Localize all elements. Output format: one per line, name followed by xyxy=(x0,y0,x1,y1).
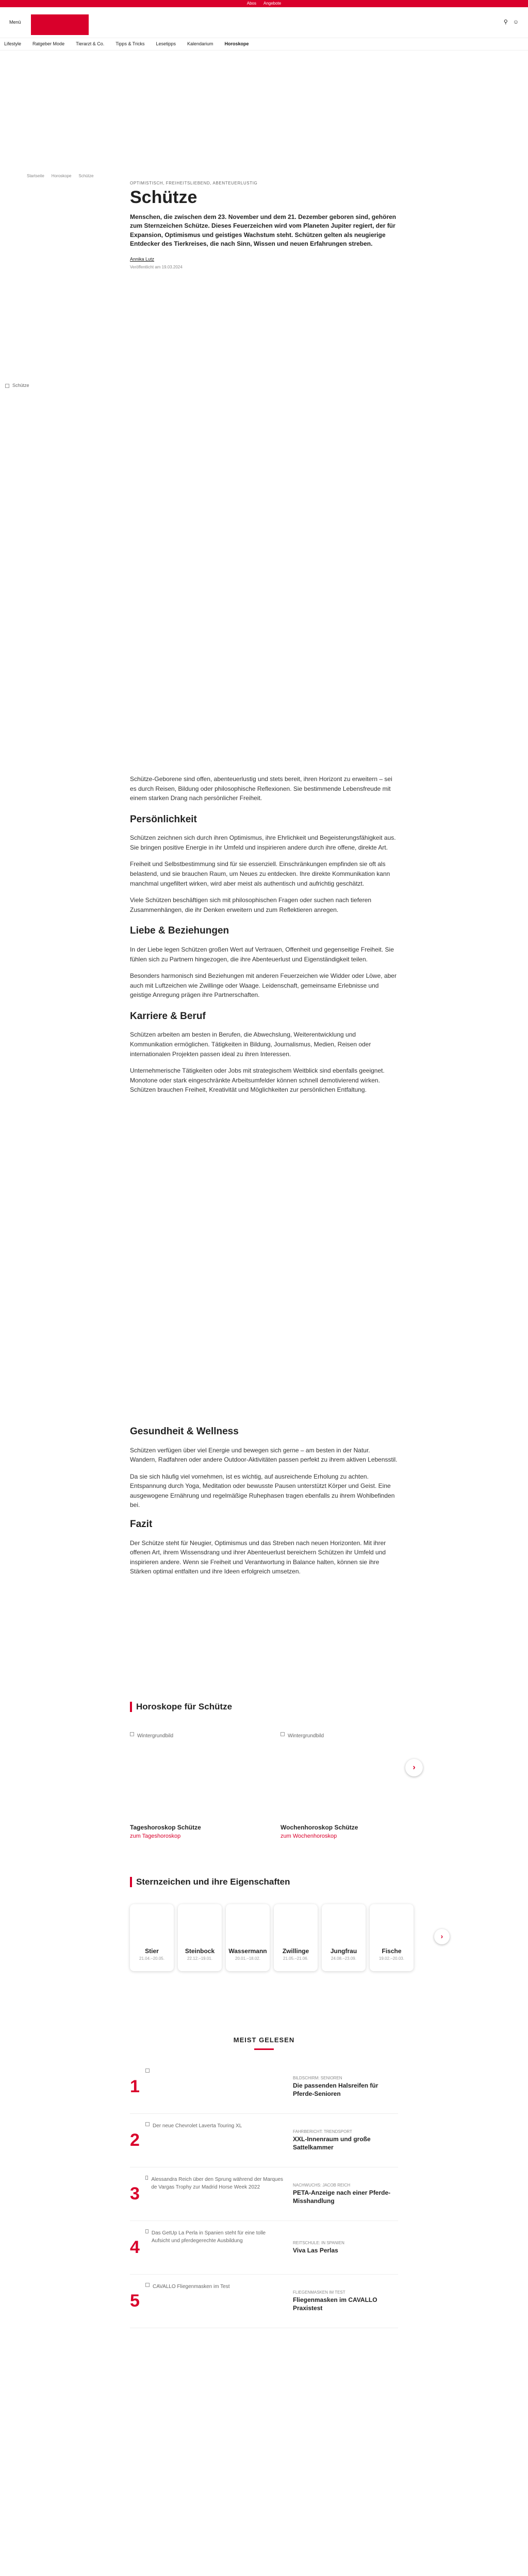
topbar-link-abos[interactable]: Abos xyxy=(246,1,256,6)
body-paragraph: Da sie sich häufig viel vornehmen, ist es wichtig, auf ausreichende Erholung zu achten. Entspannung durch Yoga, Meditation oder bewusste Pausen unterstützt Körper und Geist. Eine ausgewogene Ernährung und regelmäßige Ruhephasen tragen ebenfalls zu ihrem Wohlbefinden bei. xyxy=(130,1472,395,1509)
list-item[interactable] xyxy=(130,2275,398,2328)
sign-dates: 21.05.–21.06. xyxy=(283,1956,308,1961)
horoscope-cards xyxy=(130,1732,465,1841)
sign-name: Jungfrau xyxy=(330,1947,357,1955)
breadcrumb-item[interactable]: Horoskope xyxy=(51,174,72,178)
item-headline: Viva Las Perlas xyxy=(293,2246,338,2254)
hero-image-alt: Schütze xyxy=(12,383,29,388)
rank-number: 4 xyxy=(130,2237,140,2257)
broken-image-icon xyxy=(145,2283,150,2287)
item-image xyxy=(145,2122,285,2158)
sign-name: Fische xyxy=(382,1947,402,1955)
list-item[interactable] xyxy=(130,2167,398,2221)
accent-bar xyxy=(130,1702,132,1712)
sign-card[interactable] xyxy=(370,1904,414,1971)
nav-item[interactable]: Ratgeber Mode xyxy=(32,41,65,46)
item-tag: FAHRBERICHT: TRENDSPORT xyxy=(293,2129,352,2134)
carousel-next-button[interactable]: › xyxy=(405,1759,423,1776)
rank-number: 1 xyxy=(130,2076,140,2096)
body-intro: Schütze-Geborene sind offen, abenteuerlustig und stets bereit, ihren Horizont zu erweitern – sei es durch Reisen, Bildung oder philosophische Reflexionen. Sie bestimmende Lebensfreude mit einem starken Drang nach persönlicher Freiheit. xyxy=(130,775,392,802)
heading-health: Gesundheit & Wellness xyxy=(130,1426,239,1437)
item-text xyxy=(285,2129,393,2151)
site-logo[interactable] xyxy=(31,14,89,35)
nav-item[interactable]: Tipps & Tricks xyxy=(116,41,145,46)
main-nav xyxy=(0,38,528,50)
image-alt: Der neue Chevrolet Laverta Touring XL xyxy=(153,2123,242,2129)
site-header xyxy=(0,7,528,38)
header-icons xyxy=(504,18,519,27)
accent-bar xyxy=(130,1877,132,1887)
body-paragraph: Viele Schützen beschäftigen sich mit philosophischen Fragen oder suchen nach tieferen Zusammenhängen, die ihr Denken erweitern und zum Reflektieren anregen. xyxy=(130,896,372,913)
item-tag: BILDSCHIRM: SENIOREN xyxy=(293,2075,342,2080)
section-heading xyxy=(130,1875,465,1889)
hero-image xyxy=(5,382,29,389)
broken-image-icon xyxy=(280,1732,285,1736)
body-paragraph: Unternehmerische Tätigkeiten oder Jobs mit strategischem Weitblick sind ebenfalls geeignet. Monotone oder stark eingeschränkte Arbeitsumfelder können schnell demotivierend wirken. Schützen brauchen Freiheit, Kreativität und Möglichkeiten zur persönlichen Entfaltung. xyxy=(130,1067,385,1094)
item-tag: FLIEGENMASKEN IM TEST xyxy=(293,2290,345,2295)
card-image xyxy=(130,1732,249,1820)
image-alt: Wintergrundbild xyxy=(288,1733,324,1739)
broken-image-icon xyxy=(145,2122,150,2126)
horoscope-section xyxy=(130,1700,465,1840)
horoscope-card[interactable] xyxy=(130,1732,249,1841)
item-tag: NACHWUCHS: JACOB REICH xyxy=(293,2182,351,2188)
card-title: Wochenhoroskop Schütze xyxy=(280,1823,358,1831)
item-headline: Fliegenmasken im CAVALLO Praxistest xyxy=(293,2296,377,2312)
broken-image-icon xyxy=(130,1732,134,1736)
sign-card[interactable] xyxy=(274,1904,318,1971)
sign-dates: 20.01.–18.02. xyxy=(235,1956,260,1961)
body-paragraph: Schützen verfügen über viel Energie und bewegen sich gerne – am besten in der Natur. Wandern, Radfahren oder andere Outdoor-Aktivitäten passen perfekt zu ihrem aktiven Lebensstil. xyxy=(130,1446,398,1464)
item-image xyxy=(145,2176,285,2212)
list-item[interactable] xyxy=(130,2114,398,2167)
card-image xyxy=(280,1732,399,1820)
article-lead: Menschen, die zwischen dem 23. November und dem 21. Dezember geboren sind, gehören zum Sternzeichen Schütze. Dieses Feuerzeichen wird vom Planeten Jupiter regiert, der für Expansion, Optimismus und geistiges Wachstum steht. Schützen gelten als neugierige Entdecker des Tierkreises, die nach Sinn, Wissen und neuen Erfahrungen streben. xyxy=(130,213,397,248)
sign-card[interactable] xyxy=(130,1904,174,1971)
menu-button[interactable]: Menü xyxy=(9,19,21,25)
image-alt: Alessandra Reich über den Sprung während der Marques de Vargas Trophy zur Madrid Horse Week 2022 xyxy=(151,2177,284,2190)
nav-item[interactable]: Horoskope xyxy=(224,41,249,46)
page-title: Schütze xyxy=(130,188,197,207)
item-tag: REITSCHULE: IN SPANIEN xyxy=(293,2240,344,2245)
sign-card[interactable] xyxy=(226,1904,270,1971)
signs-heading: Sternzeichen und ihre Eigenschaften xyxy=(136,1877,290,1887)
heading-summary: Fazit xyxy=(130,1519,153,1530)
card-link[interactable]: zum Wochenhoroskop xyxy=(280,1833,337,1839)
sign-name: Stier xyxy=(145,1947,159,1955)
item-text xyxy=(285,2290,393,2312)
item-headline: PETA-Anzeige nach einer Pferde-Misshandlung xyxy=(293,2189,391,2205)
nav-item[interactable]: Tierarzt & Co. xyxy=(76,41,105,46)
rank-number: 3 xyxy=(130,2183,140,2204)
signs-section xyxy=(130,1875,465,1971)
most-read-heading: MEIST GELESEN xyxy=(233,2036,295,2044)
article-body xyxy=(130,774,398,1102)
nav-item[interactable]: Lesetipps xyxy=(156,41,176,46)
card-title: Tageshoroskop Schütze xyxy=(130,1823,201,1831)
breadcrumb-item[interactable]: Startseite xyxy=(27,174,44,178)
sign-card[interactable] xyxy=(322,1904,366,1971)
item-image xyxy=(145,2069,285,2105)
image-alt: Wintergrundbild xyxy=(137,1733,174,1739)
publish-date: Veröffentlicht am 19.03.2024 xyxy=(130,265,183,270)
item-text xyxy=(285,2182,393,2205)
rank-number: 2 xyxy=(130,2130,140,2150)
body-paragraph: Schützen zeichnen sich durch ihren Optimismus, ihre Ehrlichkeit und Begeisterungsfähigkeit aus. Sie bringen positive Energie in ihr Umfeld und inspirieren andere durch ihre offene, direkte Art. xyxy=(130,834,396,851)
sign-card[interactable] xyxy=(178,1904,222,1971)
section-heading xyxy=(130,1700,465,1714)
horoscope-card[interactable] xyxy=(280,1732,399,1841)
item-headline: XXL-Innenraum und große Sattelkammer xyxy=(293,2135,371,2151)
breadcrumb-item: Schütze xyxy=(78,174,94,178)
article-body-2 xyxy=(130,1419,398,1584)
broken-image-icon xyxy=(145,2069,150,2073)
ad-slot xyxy=(0,50,528,169)
image-alt: CAVALLO Fliegenmasken im Test xyxy=(153,2284,230,2290)
heading-personality: Persönlichkeit xyxy=(130,814,197,825)
body-paragraph: In der Liebe legen Schützen großen Wert auf Vertrauen, Offenheit und gegenseitige Freiheit. Sie fühlen sich zu Partnern hingezogen, die ihre Abenteuerlust und Eigenständigkeit teilen. xyxy=(130,945,394,963)
body-paragraph: Besonders harmonisch sind Beziehungen mit anderen Feuerzeichen wie Widder oder Löwe, aber auch mit Luftzeichen wie Zwillinge oder Waage. Leidenschaft, gemeinsame Erlebnisse und geistige Anregung prägen ihre Partnerschaften. xyxy=(130,972,397,999)
horoscope-heading: Horoskope für Schütze xyxy=(136,1702,233,1711)
image-alt: Das GetUp La Perla in Spanien steht für eine tolle Aufsicht und pferdegerechte Ausbildung xyxy=(151,2230,266,2244)
heading-love: Liebe & Beziehungen xyxy=(130,925,229,937)
article-kicker: OPTIMISTISCH, FREIHEITSLIEBEND, ABENTEUERLUSTIG xyxy=(130,181,258,185)
signs-carousel xyxy=(130,1904,465,1971)
sign-name: Steinbock xyxy=(185,1947,215,1955)
broken-image-icon xyxy=(5,384,9,388)
sign-name: Zwillinge xyxy=(282,1947,309,1955)
body-paragraph: Der Schütze steht für Neugier, Optimismus und das Streben nach neuen Horizonten. Mit ihrer offenen Art, ihrem Wissensdrang und ihrer Abenteuerlust bereichern Schützen ihr Umfeld und inspirieren andere. Wenn sie Freiheit und Verantwortung in Balance halten, können sie ihre Stärken optimal entfalten und ihre Ideen erfolgreich umsetzen. xyxy=(130,1539,386,1575)
card-link[interactable]: zum Tageshoroskop xyxy=(130,1833,181,1839)
nav-item[interactable]: Kalendarium xyxy=(187,41,213,46)
rank-number: 5 xyxy=(130,2291,140,2311)
sign-dates: 21.04.–20.05. xyxy=(139,1956,164,1961)
sign-dates: 19.02.–20.03. xyxy=(379,1956,404,1961)
list-item[interactable] xyxy=(130,2060,398,2114)
item-headline: Die passenden Halsreifen für Pferde-Senioren xyxy=(293,2081,378,2097)
account-icon[interactable]: ☺ xyxy=(513,19,519,26)
most-read-list xyxy=(130,2060,398,2328)
most-read-section xyxy=(130,2035,398,2328)
body-paragraph: Schützen arbeiten am besten in Berufen, die Abwechslung, Weiterentwicklung und Kommunikation ermöglichen. Tätigkeiten in Bildung, Journalismus, Medien, Reisen oder internationalen Projekten passen ideal zu ihren Interessen. xyxy=(130,1031,371,1058)
carousel-next-button[interactable]: › xyxy=(434,1929,450,1944)
item-image xyxy=(145,2229,285,2265)
list-item[interactable] xyxy=(130,2221,398,2275)
article-header xyxy=(130,180,398,270)
sign-dates: 22.12.–19.01. xyxy=(187,1956,212,1961)
item-image xyxy=(145,2283,285,2319)
search-icon[interactable]: ⚲ xyxy=(503,19,508,26)
item-text xyxy=(285,2075,393,2098)
nav-item[interactable]: Lifestyle xyxy=(4,41,22,46)
sign-dates: 24.08.–23.09. xyxy=(331,1956,356,1961)
breadcrumb xyxy=(0,169,528,180)
author-link[interactable]: Annika Lutz xyxy=(130,256,155,262)
item-text xyxy=(285,2240,393,2255)
broken-image-icon xyxy=(145,2176,148,2180)
body-paragraph: Freiheit und Selbstbestimmung sind für sie essenziell. Einschränkungen empfinden sie oft als belastend, und sie brauchen Raum, um Neues zu entdecken. Ihre direkte Kommunikation kann manchmal ungefiltert wirken, wird aber meist als authentisch und aufrichtig geschätzt. xyxy=(130,860,390,887)
heading-underline xyxy=(254,2048,274,2050)
sign-name: Wassermann xyxy=(228,1947,267,1955)
topbar xyxy=(0,0,528,7)
heading-career: Karriere & Beruf xyxy=(130,1010,206,1022)
topbar-link-angebote[interactable]: Angebote xyxy=(263,1,282,6)
broken-image-icon xyxy=(145,2229,148,2233)
